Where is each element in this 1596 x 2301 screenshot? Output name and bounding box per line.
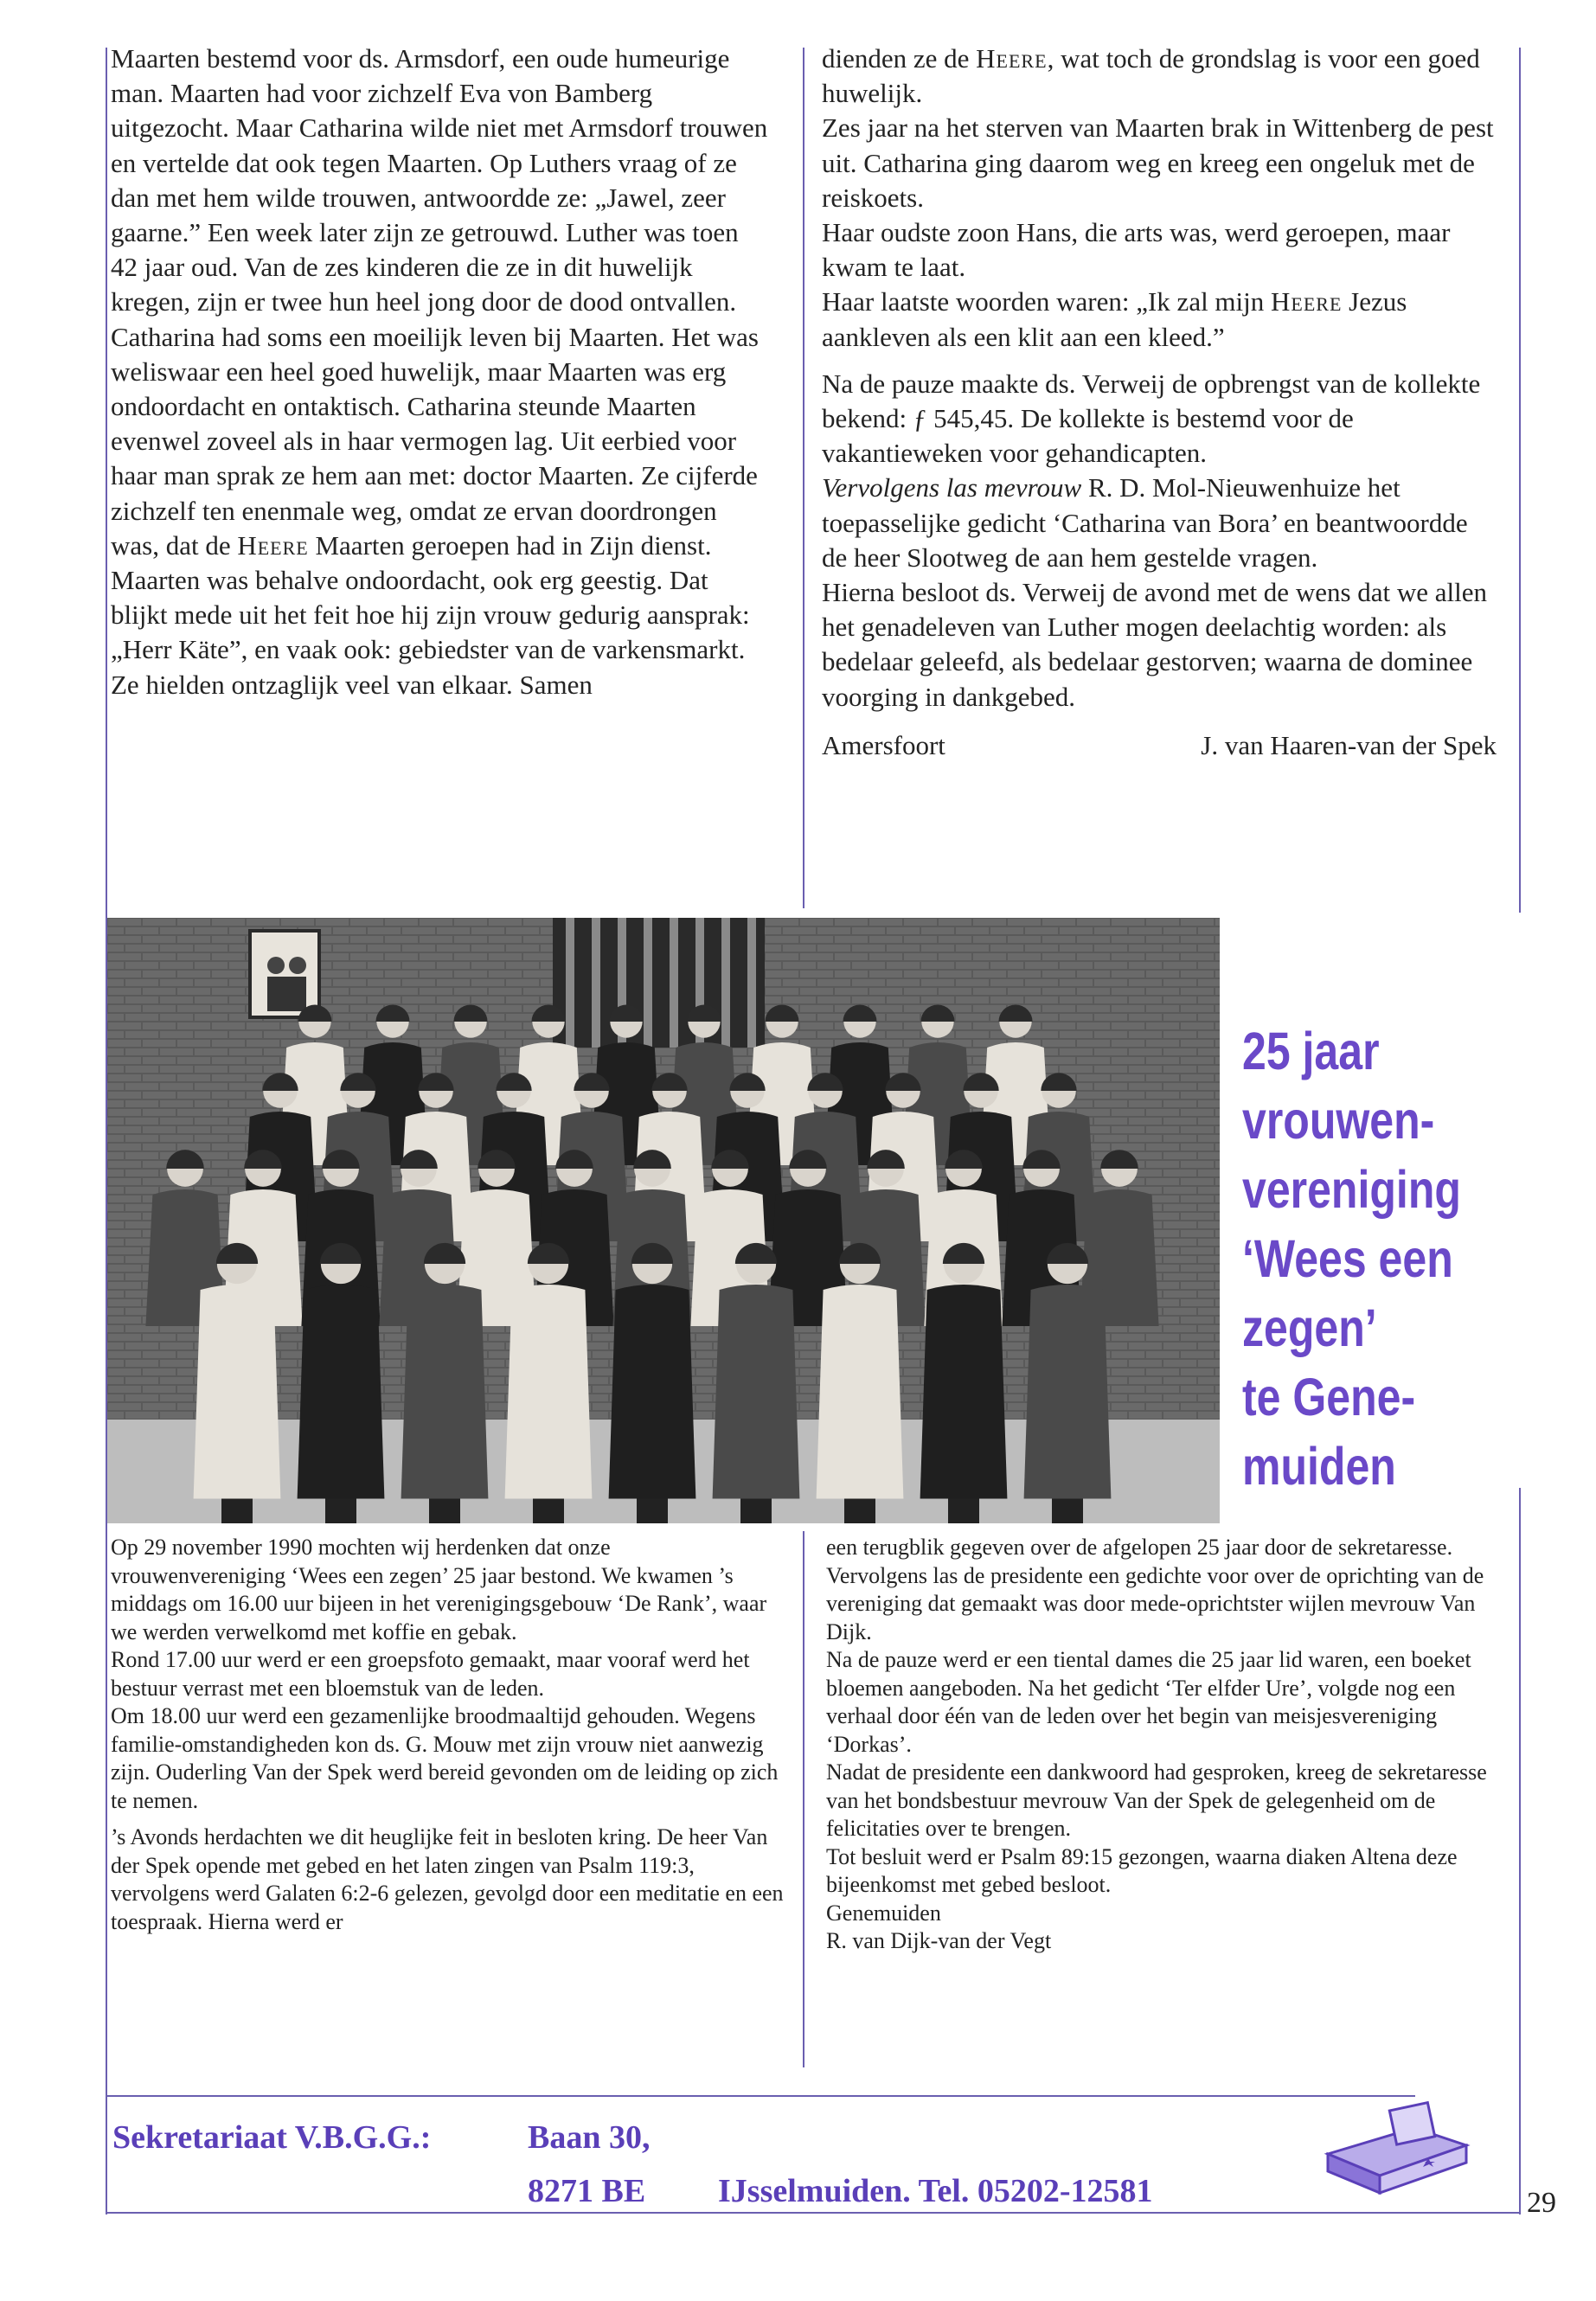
page-number: 29 — [1527, 2187, 1556, 2219]
person-legs — [325, 1499, 356, 1524]
paragraph: Hierna besloot ds. Verweij de avond met de wens dat we allen het genadeleven van Luther mogen deelachtig worden: als bedelaar geleefd, als bedelaar gestorven; waarna de dominee voorging in dankgebed. — [822, 577, 1488, 712]
paragraph: Tot besluit werd er Psalm 89:15 gezongen, waarna diaken Altena deze bijeenkomst met gebed besloot. — [826, 1843, 1458, 1897]
paragraph: Maarten was behalve ondoordacht, ook erg geestig. Dat blijkt mede uit het feit hoe hij zijn vrouw gedurig aansprak: „Herr Käte”, en vaak ook: gebiedster van de varkensmarkt. — [111, 565, 750, 665]
person-body — [194, 1285, 281, 1499]
paragraph: Na de pauze maakte ds. Verweij de opbrengst van de kollekte bekend: ƒ 545,45. De kollekte is bestemd voor de vakantieweken voor gehandicapten. — [822, 368, 1481, 469]
group-photo-illustration — [107, 918, 1220, 1523]
person-body — [1024, 1285, 1112, 1499]
paragraph: Rond 17.00 uur werd er een groepsfoto gemaakt, maar vooraf werd het bestuur verrast met een bloemstuk van de leden. — [111, 1647, 750, 1701]
person-legs — [740, 1499, 772, 1524]
paragraph: Haar oudste zoon Hans, die arts was, werd geroepen, maar kwam te laat. — [822, 217, 1451, 283]
article-column-bottom-left — [111, 1534, 787, 1936]
footer-address: Baan 30, — [528, 2119, 651, 2156]
column-separator-top — [803, 48, 804, 908]
paragraph: Haar laatste woorden waren: „Ik zal mijn Heere Jezus aankleven als een klit aan een kleed.” — [822, 286, 1407, 352]
person-legs — [1052, 1499, 1083, 1524]
group-photo — [107, 918, 1220, 1523]
article-column-top-left — [111, 42, 768, 702]
paragraph: Nadat de presidente een dankwoord had gesproken, kreeg de sekretaresse van het bondsbestuur mevrouw Van der Spek de gelegenheid om de felicitaties over te brengen. — [826, 1759, 1487, 1841]
signature-place: Amersfoort — [822, 729, 945, 760]
person-legs — [533, 1499, 564, 1524]
bible-logo-icon — [1311, 2093, 1484, 2206]
column-separator-bottom — [803, 1531, 804, 2067]
paragraph: ’s Avonds herdachten we dit heuglijke feit in besloten kring. De heer Van der Spek opende met gebed en het laten zingen van Psalm 119:3, vervolgens werd Galaten 6:2-6 gelezen, gevolgd door een meditatie en een toespraak. Hierna werd er — [111, 1824, 784, 1934]
paragraph: Ze hielden ontzaglijk veel van elkaar. Samen — [111, 669, 593, 700]
person-body — [609, 1285, 696, 1499]
paragraph: Vervolgens las mevrouw R. D. Mol-Nieuwenhuize het toepasselijke gedicht ‘Catharina van Bora’ en beantwoordde de heer Slootweg de aan hem gestelde vragen. — [822, 472, 1468, 573]
paragraph: Maarten bestemd voor ds. Armsdorf, een oude humeurige man. Maarten had voor zichzelf Eva von Bamberg uitgezocht. Maar Catharina wilde niet met Armsdorf trouwen en vertelde dat ook tegen Maarten. Op Luthers vraag of ze dan met hem wilde trouwen, antwoordde ze: „Jawel, zeer gaarne.” Een week later zijn ze getrouwd. Luther was toen 42 jaar oud. Van de zes kinderen die ze in dit huwelijk kregen, zijn er twee hun heel jong door de dood ontvallen. Catharina had soms een moeilijk leven bij Maarten. Het was weliswaar een heel goed huwelijk, maar Maarten was erg ondoordacht en ontaktisch. Catharina steunde Maarten evenwel zoveel als in haar vermogen lag. Uit eerbied voor haar man sprak ze hem aan met: doctor Maarten. Ze cijferde zichzelf ten enenmale weg, omdat ze ervan doordrongen was, dat de Heere Maarten geroepen had in Zijn dienst. — [111, 43, 768, 561]
signature-author: J. van Haaren-van der Spek — [1201, 729, 1497, 760]
paragraph: Zes jaar na het sterven van Maarten brak in Wittenberg de pest uit. Catharina ging daarom weg en kreeg een ongeluk met de reiskoets. — [822, 112, 1494, 213]
person-body — [298, 1285, 385, 1499]
paragraph: een terugblik gegeven over de afgelopen 25 jaar door de sekretaresse. Vervolgens las de presidente een gedichte voor over de oprichting van de vereniging dat gemaakt was door mede-oprichtster wijlen mevrouw Van Dijk. — [826, 1535, 1484, 1644]
person-legs — [844, 1499, 875, 1524]
person-body — [713, 1285, 800, 1499]
right-frame-rule-bottom — [1519, 1488, 1521, 2214]
article-column-bottom-right — [826, 1534, 1492, 1956]
paragraph: Om 18.00 uur werd een gezamenlijke broodmaaltijd gehouden. Wegens familie-omstandigheden kon ds. G. Mouw met zijn vrouw niet aanwezig zijn. Ouderling Van der Spek werd bereid gevonden om de leiding op zich te nemen. — [111, 1703, 779, 1813]
paragraph: dienden ze de Heere, wat toch de grondslag is voor een goed huwelijk. — [822, 43, 1480, 109]
signature-row — [822, 728, 1497, 763]
signature-place: Genemuiden — [826, 1900, 941, 1926]
paragraph: Na de pauze werd er een tiental dames die 25 jaar lid waren, een boeket bloemen aangeboden. Na het gedicht ‘Ter elfder Ure’, volgde nog een verhaal door één van de leden over het begin van meisjesvereniging ‘Dorkas’. — [826, 1647, 1471, 1757]
right-frame-rule-top — [1519, 48, 1521, 913]
person-body — [505, 1285, 593, 1499]
heere-small-caps: Heere — [237, 529, 309, 561]
footer-rule — [107, 2095, 1415, 2097]
article-column-top-right — [822, 42, 1497, 763]
person-body — [920, 1285, 1008, 1499]
footer-city-phone: IJsselmuiden. Tel. 05202-12581 — [718, 2173, 1153, 2209]
signature-author: R. van Dijk-van der Vegt — [826, 1928, 1052, 1953]
person-legs — [221, 1499, 253, 1524]
article-headline: 25 jaar vrouwen- vereniging ‘Wees een zegen’ te Gene- muiden — [1242, 1022, 1461, 1496]
footer-label: Sekretariaat V.B.G.G.: — [112, 2119, 432, 2156]
person-body — [401, 1285, 489, 1499]
person-legs — [637, 1499, 668, 1524]
person-legs — [429, 1499, 460, 1524]
person-legs — [948, 1499, 979, 1524]
footer-postcode: 8271 BE — [528, 2173, 646, 2209]
paragraph: Op 29 november 1990 mochten wij herdenken dat onze vrouwenvereniging ‘Wees een zegen’ 25 jaar bestond. We kwamen ’s middags om 16.00 uur bijeen in het verenigingsgebouw ‘De Rank’, waar we werden verwelkomd met koffie en gebak. — [111, 1535, 767, 1644]
person-body — [817, 1285, 904, 1499]
